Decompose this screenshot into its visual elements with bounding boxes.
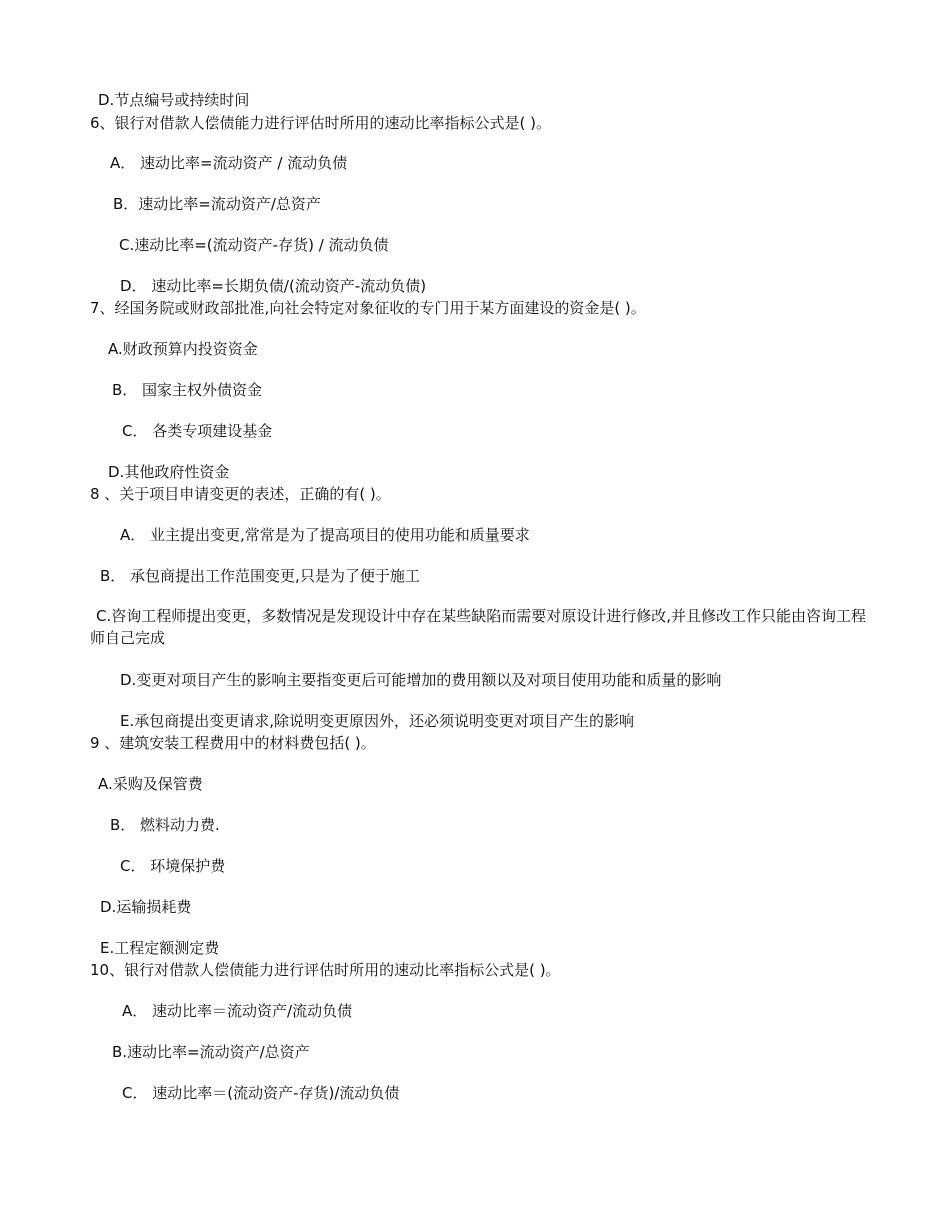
q8-option-c: C.咨询工程师提出变更，多数情况是发现设计中存在某些缺陷而需要对原设计进行修改,并且修改工作只能由咨询工程师自己完成 bbox=[90, 607, 867, 647]
q5-option-d: D.节点编号或持续时间 bbox=[98, 91, 250, 109]
q7-option-c: C． 各类专项建设基金 bbox=[122, 422, 273, 440]
q9-option-c: C． 环境保护费 bbox=[120, 857, 226, 875]
q7-option-a: A.财政预算内投资资金 bbox=[108, 340, 258, 358]
q6-option-a: A． 速动比率=流动资产 / 流动负债 bbox=[110, 154, 348, 172]
q6-option-b: B．速动比率=流动资产/总资产 bbox=[113, 195, 321, 213]
q10-option-b: B.速动比率=流动资产/总资产 bbox=[112, 1043, 310, 1061]
q6-option-c: C.速动比率=(流动资产-存货) / 流动负债 bbox=[119, 236, 389, 254]
q10-option-c: C． 速动比率＝(流动资产-存货)/流动负债 bbox=[122, 1084, 400, 1102]
q9-option-e: E.工程定额测定费 bbox=[100, 939, 220, 957]
q9-option-a: A.采购及保管费 bbox=[98, 775, 203, 793]
q8-option-d: D.变更对项目产生的影响主要指变更后可能增加的费用额以及对项目使用功能和质量的影响 bbox=[120, 671, 722, 689]
q7-option-b: B． 国家主权外债资金 bbox=[112, 381, 263, 399]
q10-question: 10、银行对借款人偿债能力进行评估时所用的速动比率指标公式是( )。 bbox=[90, 961, 561, 979]
q8-option-e: E.承包商提出变更请求,除说明变更原因外，还必须说明变更对项目产生的影响 bbox=[120, 712, 635, 730]
q9-question: 9 、建筑安装工程费用中的材料费包括( )。 bbox=[90, 734, 376, 752]
q8-question: 8 、关于项目申请变更的表述，正确的有( )。 bbox=[90, 485, 391, 503]
q9-option-d: D.运输损耗费 bbox=[100, 898, 192, 916]
q9-option-b: B． 燃料动力费. bbox=[110, 816, 220, 834]
q7-question: 7、经国务院或财政部批准,向社会特定对象征收的专门用于某方面建设的资金是( )。 bbox=[90, 299, 646, 317]
q6-question: 6、银行对借款人偿债能力进行评估时所用的速动比率指标公式是( )。 bbox=[90, 114, 552, 132]
q6-option-d: D． 速动比率=长期负债/(流动资产-流动负债) bbox=[120, 277, 427, 295]
q8-option-a: A． 业主提出变更,常常是为了提高项目的使用功能和质量要求 bbox=[120, 526, 530, 544]
q7-option-d: D.其他政府性资金 bbox=[108, 463, 230, 481]
q8-option-b: B． 承包商提出工作范围变更,只是为了便于施工 bbox=[100, 567, 420, 585]
q10-option-a: A． 速动比率＝流动资产/流动负债 bbox=[122, 1002, 353, 1020]
